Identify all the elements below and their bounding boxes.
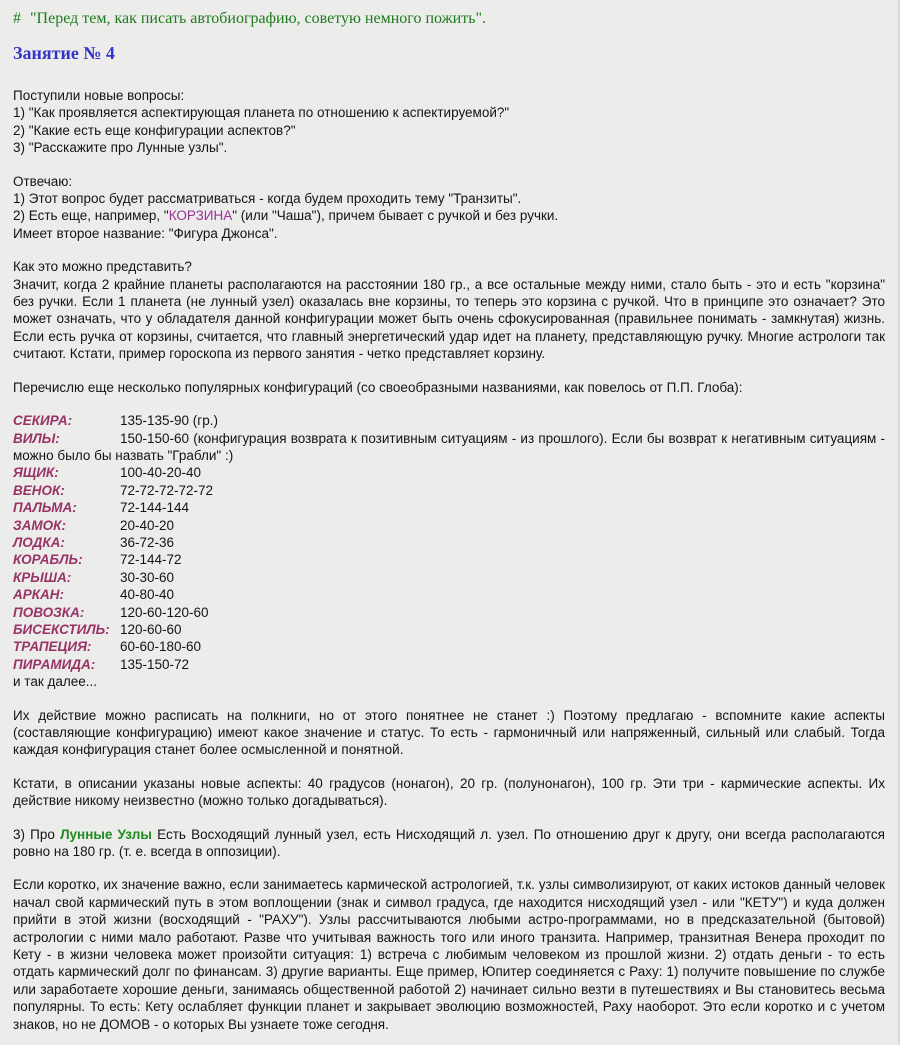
answers-paragraph <box>13 173 885 243</box>
lunar-nodes-intro <box>13 826 885 861</box>
config-name: ВЕНОК: <box>13 482 65 498</box>
config-value: 150-150-60 (конфигурация возврата к позитивным ситуациям - из прошлого). Если бы возврат к негативным ситуациям - можно было бы назвать "Грабли" :) <box>13 430 885 463</box>
config-value: 40-80-40 <box>120 587 175 603</box>
config-name: АРКАН: <box>13 587 65 603</box>
config-name: КОРАБЛЬ: <box>13 552 83 568</box>
config-value: 72-144-72 <box>120 552 182 568</box>
config-name: СЕКИРА: <box>13 413 73 429</box>
karmic-aspects-paragraph: Кстати, в описании указаны новые аспекты: 40 градусов (нонагон), 20 гр. (полунонагон), 100 гр. Эти три - кармические аспекты. Их действие никому неизвестно (можно только догадываться). <box>13 775 885 809</box>
config-value: 135-150-72 <box>120 656 190 672</box>
answer-item-1: 1) Этот вопрос будет рассматриваться - когда будем проходить тему "Транзиты". <box>13 191 522 207</box>
config-name: ПОВОЗКА: <box>13 604 85 620</box>
config-row-korabl <box>13 551 885 568</box>
lunar-nodes-prefix: 3) Про <box>13 826 61 842</box>
answer-2-suffix: " (или "Чаша"), причем бывает с ручкой и без ручки. <box>232 208 559 224</box>
config-name: КРЫША: <box>13 569 72 585</box>
lunar-nodes-term: Лунные Узлы <box>60 826 152 842</box>
config-value: 72-72-72-72-72 <box>120 482 214 498</box>
config-row-povozka <box>13 604 885 621</box>
config-row-lodka <box>13 534 885 551</box>
answer-2-note: Имеет второе название: "Фигура Джонса". <box>13 225 278 241</box>
config-row-zamok <box>13 517 885 534</box>
config-value: 60-60-180-60 <box>120 639 202 655</box>
configurations-intro: Перечислю еще несколько популярных конфигураций (со своеобразными названиями, как повелось от П.П. Глоба): <box>13 379 743 395</box>
page-title: Занятие № 4 <box>13 43 115 63</box>
meaning-paragraph: Их действие можно расписать на полкниги, но от этого понятнее не станет :) Поэтому предлагаю - вспомните какие аспекты (составляющие конфигурацию) имеют какое значение и статус. То есть - гармоничный или напряженный, сильный или слабый. Тогда каждая конфигурация станет более осмысленной и понятной. <box>13 707 885 758</box>
basket-term: КОРЗИНА <box>168 208 233 224</box>
lunar-nodes-body: Есть Восходящий лунный узел, есть Нисходящий л. узел. По отношению друг к другу, они всегда располагаются ровно на 180 гр. (т. е. всегда в оппозиции). <box>13 826 885 860</box>
config-value: 100-40-20-40 <box>120 465 202 481</box>
configurations-etc: и так далее... <box>13 674 98 690</box>
config-value: 20-40-20 <box>120 517 175 533</box>
config-value: 36-72-36 <box>120 534 175 550</box>
answer-2-prefix: 2) Есть еще, например, " <box>13 208 169 224</box>
config-value: 30-30-60 <box>120 569 175 585</box>
config-name: ЛОДКА: <box>13 534 65 550</box>
config-name: ПИРАМИДА: <box>13 656 96 672</box>
basket-explanation: Значит, когда 2 крайние планеты располагаются на расстоянии 180 гр., а все остальные между ними, стало быть - это и есть "корзина" без ручки. Если 1 планета (не лунный узел) оказалась вне корзины, то теперь это корзина с ручкой. Что в принципе это означает? Это может означать, что у обладателя данной конфигурации может быть очень сфокусированная (правильнее понимать - замкнутая) жизнь. Если есть ручка от корзины, считается, что главный энергетический удар идет на планету, представляющую ручку. Многие астрологи так считают. Кстати, пример гороскопа из первого занятия - четко представляет корзину. <box>13 276 885 362</box>
config-value: 135-135-90 (гр.) <box>120 413 218 429</box>
question-item-1: 1) "Как проявляется аспектирующая планета по отношению к аспектируемой?" <box>13 105 510 121</box>
config-value: 72-144-144 <box>120 500 190 516</box>
config-row-sekira <box>13 412 885 429</box>
config-row-bisekstil <box>13 621 885 638</box>
question-item-3: 3) "Расскажите про Лунные узлы". <box>13 140 228 156</box>
basket-question: Как это можно представить? <box>13 259 192 275</box>
config-name: ПАЛЬМА: <box>13 500 77 516</box>
config-name: ВИЛЫ: <box>13 430 60 446</box>
config-value: 120-60-120-60 <box>120 604 209 620</box>
epigraph-quote <box>13 9 885 29</box>
config-name: ЯЩИК: <box>13 465 59 481</box>
config-row-yaschik <box>13 464 885 481</box>
config-row-venok <box>13 482 885 499</box>
config-name: ТРАПЕЦИЯ: <box>13 639 92 655</box>
config-value: 120-60-60 <box>120 621 182 637</box>
config-row-arkan <box>13 586 885 603</box>
answers-intro: Отвечаю: <box>13 173 73 189</box>
config-name: ЗАМОК: <box>13 517 66 533</box>
hash-prefix: # <box>13 10 21 27</box>
config-row-krysha <box>13 569 885 586</box>
config-row-trapetsiya <box>13 638 885 655</box>
config-row-vily <box>13 430 885 465</box>
configurations-list <box>13 412 885 691</box>
config-name: БИСЕКСТИЛЬ: <box>13 621 110 637</box>
answer-item-2 <box>13 207 885 224</box>
epigraph-text: "Перед тем, как писать автобиографию, советую немного пожить". <box>30 10 487 27</box>
config-row-palma <box>13 499 885 516</box>
basket-paragraph <box>13 258 885 362</box>
questions-intro: Поступили новые вопросы: <box>13 88 185 103</box>
questions-paragraph <box>13 87 885 157</box>
question-item-2: 2) "Какие есть еще конфигурации аспектов?" <box>13 122 296 138</box>
lunar-nodes-details: Если коротко, их значение важно, если занимаетесь кармической астрологией, т.к. узлы символизируют, от каких истоков данный человек начал свой кармический путь в этом воплощении (знак и символ градуса, где находится нисходящий узел - или "КЕТУ") и куда должен прийти в этой жизни (восходящий - "РАХУ"). Узлы рассчитываются любыми астро-программами, но в предсказательной (бытовой) астрологии с ними мало работают. Разве что учитывая важность того или иного транзита. Например, транзитная Венера проходит по Кету - в жизни человека может произойти ситуация: 1) встреча с любимым человеком из прошлой жизни. 2) отдать деньги - то есть отдать кармический долг по финансам. 3) другие варианты. Еще пример, Юпитер соединяется с Раху: 1) получите повышение по службе или заработаете хорошие деньги, занимаясь общественной работой 2) начинает сильно везти в путешествиях и Вы становитесь весьма популярны. То есть: Кету ослабляет функции планет и закрывает эволюцию возможностей, Раху наоборот. Это если коротко и с учетом знаков, но не ДОМОВ - о которых Вы узнаете тоже сегодня. <box>13 877 885 1032</box>
config-row-piramida <box>13 656 885 673</box>
